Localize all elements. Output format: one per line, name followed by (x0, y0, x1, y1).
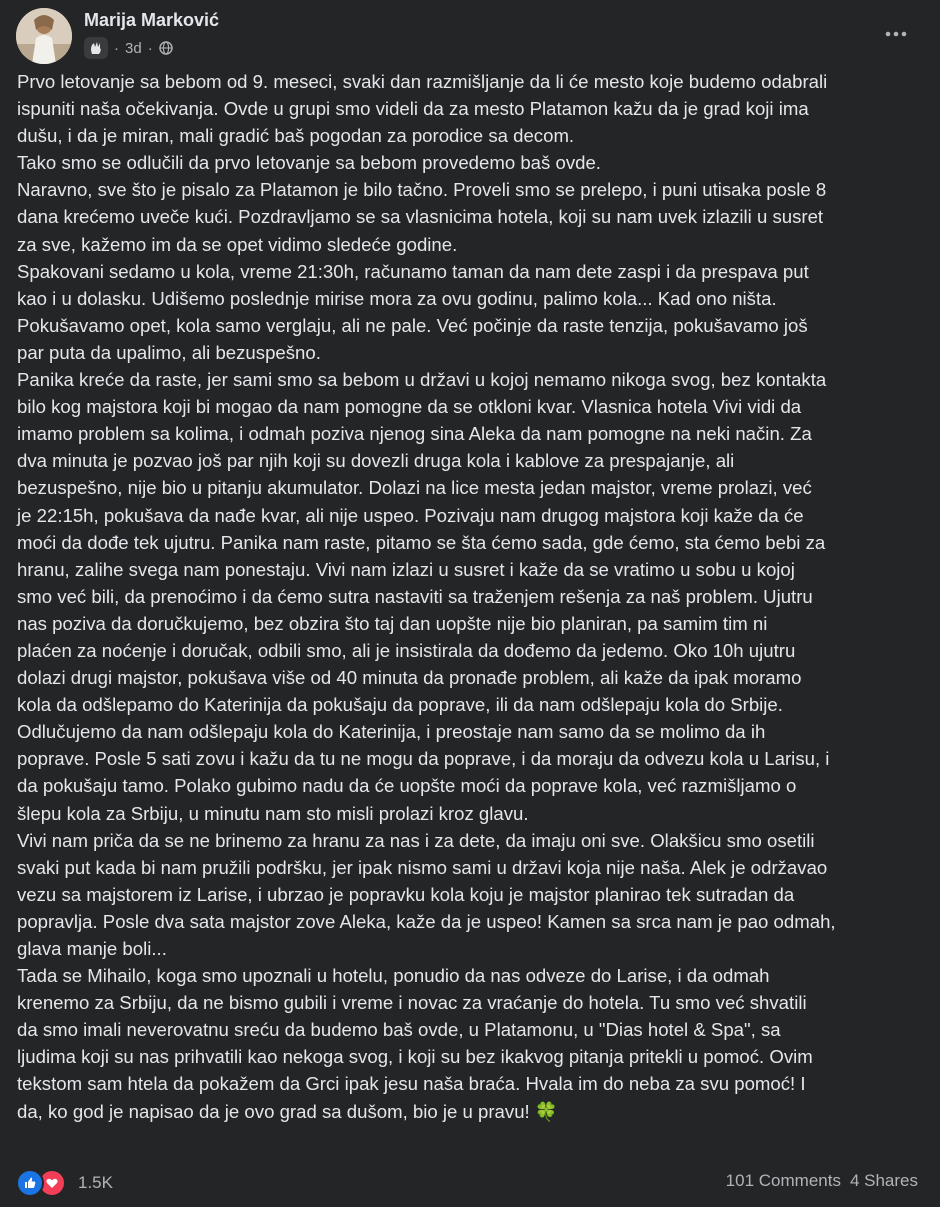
post-text-line: krenemo za Srbiju, da ne bismo gubili i vreme i novac za vraćanje do hotela. Tu smo već shvatili (17, 992, 807, 1014)
post-text-line: Panika kreće da raste, jer sami smo sa bebom u državi u kojoj nemamo nikoga svog, bez kontakta (17, 369, 827, 391)
post-text-line: Naravno, sve što je pisalo za Platamon je bilo tačno. Proveli smo se prelepo, i puni utisaka posle 8 (17, 179, 827, 201)
post-text-line: bilo kog majstora koji bi mogao da nam pomogne da se otkloni kvar. Vlasnica hotela Vivi vidi da (17, 396, 802, 418)
avatar[interactable] (16, 8, 72, 64)
post-text-line: dana krećemo uveče kući. Pozdravljamo se sa vlasnicima hotela, koji su nam uvek izlazili u susret (17, 206, 824, 228)
post-text-line: Pokušavamo opet, kola samo verglaju, ali ne pale. Već počinje da raste tenzija, pokušavamo još (17, 314, 808, 336)
like-icon (16, 1169, 44, 1197)
post-text-line: imamo problem sa kolima, i odmah poziva njenog sina Aleka da nam pomogne na neki način. Za (17, 423, 812, 445)
group-badge-icon[interactable] (84, 37, 108, 59)
post-text-line: svaki put kada bi nam pružili podršku, jer ipak nismo sami u državi koja nije naša. Alek je održavao (17, 856, 828, 878)
post-body (17, 68, 923, 1125)
post-text-line: ljudima koji su nas prihvatili kao nekoga svog, i koji su bez ikakvog pitanja pritekli u pomoć. Ovim (17, 1046, 813, 1068)
post-text-line: Vivi nam priča da se ne brinemo za hranu za nas i za dete, da imaju oni sve. Olakšicu smo osetili (17, 829, 815, 851)
post-text-line: nas poziva da doručkujemo, bez obzira što taj dan uopšte nije bio planiran, pa samim tim ni (17, 612, 768, 634)
post-text-line: šlepu kola za Srbiju, u minutu nam sto misli prolazi kroz glavu. (17, 802, 529, 824)
shares-count[interactable]: 4 Shares (849, 1171, 918, 1190)
post-text-line: je 22:15h, pokušava da nađe kvar, ali nije uspeo. Pozivaju nam drugog majstora koji kaže da će (17, 504, 804, 526)
post-meta (84, 36, 173, 60)
post-text-line: dolazi drugi majstor, pokušava više od 40 minuta da pronađe problem, ali kaže da ipak moramo (17, 667, 802, 689)
post-text-line: Spakovani sedamo u kola, vreme 21:30h, računamo taman da nam dete zaspi i da prespava put (17, 260, 809, 282)
globe-icon (159, 41, 173, 55)
post-text-line: ispuniti naša očekivanja. Ovde u grupi smo videli da za mesto Platamon kažu da je grad koji ima (17, 98, 809, 120)
post-text-line: da pokušaju tamo. Polako gubimo nadu da će uopšte moći da poprave kola, već razmišljamo o (17, 775, 797, 797)
post-text-line: glava manje boli... (17, 938, 167, 959)
post-text-line: Tako smo se odlučili da prvo letovanje sa bebom provedemo baš ovde. (17, 152, 601, 174)
post-timestamp[interactable]: 3d (125, 39, 142, 57)
meta-separator: · (147, 39, 153, 57)
post-text-line: vezu sa majstorem iz Larise, i ubrzao je popravku kola koju je majstor planirao tek sutradan da (17, 883, 795, 905)
post-text-line: smo već bili, da prenoćimo i da ćemo sutra nastaviti sa traženjem rešenja za naš problem. Ujutru (17, 585, 813, 607)
post-footer (16, 1166, 918, 1198)
comments-count[interactable]: 101 Comments (725, 1171, 841, 1190)
reaction-count[interactable]: 1.5K (78, 1173, 113, 1192)
post-text-line: da, ko god je napisao da je ovo grad sa dušom, bio je u pravu! 🍀 (17, 1100, 559, 1122)
more-horizontal-icon[interactable] (878, 16, 914, 52)
reactions-summary[interactable] (16, 1169, 113, 1197)
post-text-line: za sve, kažemo im da se opet vidimo sledeće godine. (17, 233, 458, 255)
meta-separator: · (114, 39, 119, 57)
post-text-line: kao i u dolasku. Udišemo poslednje mirise mora za ovu godinu, palimo kola... Kad ono ništa. (17, 287, 777, 309)
engagement-stats (726, 1171, 918, 1191)
post-text-line: hranu, zalihe svega nam ponestaju. Vivi nam izlazi u susret i kaže da se vratimo u sobu u kojoj (17, 558, 795, 580)
post-text-line: bezuspešno, nije bio u pitanju akumulator. Dolazi na lice mesta jedan majstor, vreme prolazi, već (17, 477, 812, 499)
author-name[interactable]: Marija Marković (84, 10, 220, 30)
post-text-line: Prvo letovanje sa bebom od 9. meseci, svaki dan razmišljanje da li će mesto koje budemo odabrali (17, 71, 828, 92)
post-text-line: kola da odšlepamo do Katerinija da pokušaju da poprave, ili da nam odšlepaju kola do Srbije. (17, 694, 783, 716)
post-text-line: popravlja. Posle dva sata majstor zove Aleka, kaže da je uspeo! Kamen sa srca nam je pao odmah, (17, 910, 836, 932)
post-text-line: dušu, i da je miran, mali gradić baš pogodan za porodice sa decom. (17, 125, 575, 147)
post-text-line: poprave. Posle 5 sati zovu i kažu da tu ne mogu da poprave, i da moraju da odvezu kola u Larisu, i (17, 748, 830, 770)
post-header (16, 6, 924, 62)
post-text-line: dva minuta je pozvao još par njih koji su dovezli druga kola i kablove za prespajanje, ali (17, 450, 735, 472)
post-text-line: tekstom sam htela da pokažem da Grci ipak jesu naša braća. Hvala im do neba za svu pomoć! I (17, 1073, 806, 1095)
post-text-line: par puta da upalimo, ali bezuspešno. (17, 341, 321, 363)
post-text-line: da smo imali neverovatnu sreću da budemo baš ovde, u Platamonu, u "Dias hotel & Spa", sa (17, 1019, 781, 1041)
post-text-line: Tada se Mihailo, koga smo upoznali u hotelu, ponudio da nas odveze do Larise, i da odmah (17, 965, 770, 987)
post-text-line: plaćen za noćenje i doručak, odbili smo, ali je insistirala da dođemo da jedemo. Oko 10h ujutru (17, 639, 796, 661)
post-text-line: Odlučujemo da nam odšlepaju kola do Katerinija, i preostaje nam samo da se molimo da ih (17, 721, 766, 743)
post-text-line: moći da dođe tek ujutru. Panika nam raste, pitamo se šta ćemo sada, gde ćemo, sta ćemo bebi za (17, 531, 826, 553)
